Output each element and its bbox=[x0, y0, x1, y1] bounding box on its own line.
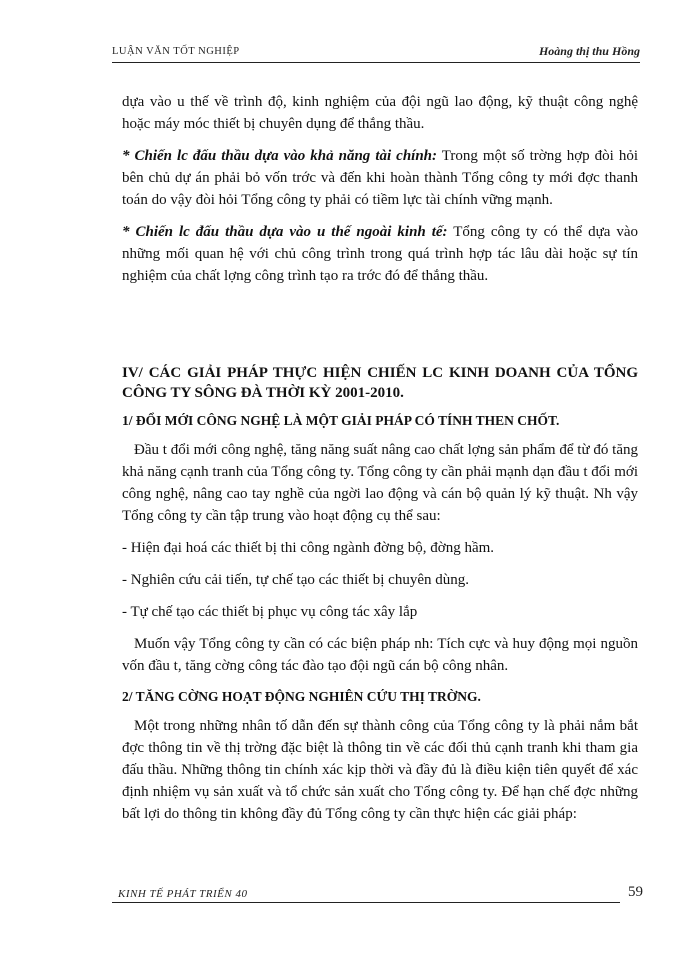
list-item: - Hiện đại hoá các thiết bị thi công ngành đờng bộ, đờng hầm. bbox=[122, 540, 495, 556]
paragraph-financial-strategy bbox=[122, 145, 638, 211]
page-header bbox=[112, 44, 640, 63]
section-title: IV/ CÁC GIẢI PHÁP THỰC HIỆN CHIẾN LC KINH DOANH CỦA TỔNG CÔNG TY SÔNG ĐÀ THỜI KỲ 2001-2010. bbox=[122, 365, 638, 401]
paragraph-intro: dựa vào u thế về trình độ, kinh nghiệm của đội ngũ lao động, kỹ thuật công nghệ hoặc máy móc thiết bị chuyên dụng để thắng thầu. bbox=[122, 94, 638, 132]
page-number: 59 bbox=[628, 884, 643, 900]
header-author-name: Hoàng thị thu Hồng bbox=[538, 44, 640, 58]
page-footer bbox=[112, 884, 643, 903]
subheading-market-research: 2/ TĂNG CỜNG HOẠT ĐỘNG NGHIÊN CỨU THỊ TRỜNG. bbox=[122, 689, 481, 704]
financial-strategy-heading: * Chiến lc đấu thầu dựa vào khả năng tài chính: bbox=[122, 148, 438, 164]
non-economic-strategy-heading: * Chiến lc đấu thầu dựa vào u thế ngoài kinh tế: bbox=[122, 224, 448, 240]
paragraph-market-research: Một trong những nhân tố dẫn đến sự thành công của Tổng công ty là phải nắm bắt đợc thông tin về thị trờng đặc biệt là thông tin về các đối thủ cạnh tranh khi tham gia đấu thầu. Những thông tin chính xác kịp thời và đầy đủ là điều kiện tiên quyết để xác định nhiệm vụ sản xuất và tổ chức sản xuất cho Tổng công ty. Để hạn chế đợc những bất lợi do thông tin không đầy đủ Tổng công ty cần thực hiện các giải pháp: bbox=[122, 718, 638, 822]
header-thesis-label: LUẬN VĂN TỐT NGHIỆP bbox=[112, 46, 240, 57]
page-body bbox=[122, 91, 638, 835]
paragraph-measures: Muốn vậy Tổng công ty cần có các biện pháp nh: Tích cực và huy động mọi nguồn vốn đầu t, tăng cờng công tác đào tạo đội ngũ cán bộ công nhân. bbox=[122, 636, 638, 674]
financial-strategy-text: Trong một số trờng hợp đòi hỏi bên chủ dự án phải bỏ vốn trớc và đến khi hoàn thành Tổng công ty mới đợc thanh toán do vậy đòi hỏi Tổng công ty phải có tiềm lực tài chính vững mạnh. bbox=[122, 148, 638, 208]
footer-course-label: KINH TẾ PHÁT TRIỂN 40 bbox=[118, 888, 248, 900]
list-item: - Nghiên cứu cải tiến, tự chế tạo các thiết bị chuyên dùng. bbox=[122, 572, 469, 588]
paragraph-non-economic-strategy bbox=[122, 221, 638, 287]
paragraph-technology: Đầu t đổi mới công nghệ, tăng năng suất nâng cao chất lợng sản phẩm để từ đó tăng khả năng cạnh tranh của Tổng công ty. Tổng công ty cần phải mạnh dạn đầu t đổi mới công nghệ, nâng cao tay nghề của ngời lao động và cán bộ quản lý kỹ thuật. Nh vậy Tổng công ty cần tập trung vào hoạt động cụ thể sau: bbox=[122, 442, 638, 524]
subheading-technology: 1/ ĐỔI MỚI CÔNG NGHỆ LÀ MỘT GIẢI PHÁP CÓ TÍNH THEN CHỐT. bbox=[122, 413, 560, 428]
non-economic-strategy-text: Tổng công ty có thể dựa vào những mối quan hệ với chủ công trình trong quá trình hợp tác lâu dài hoặc sự tín nghiệm của chất lợng công trình tạo ra trớc đó để thắng thầu. bbox=[122, 224, 638, 284]
list-item: - Tự chế tạo các thiết bị phục vụ công tác xây lắp bbox=[122, 604, 418, 620]
